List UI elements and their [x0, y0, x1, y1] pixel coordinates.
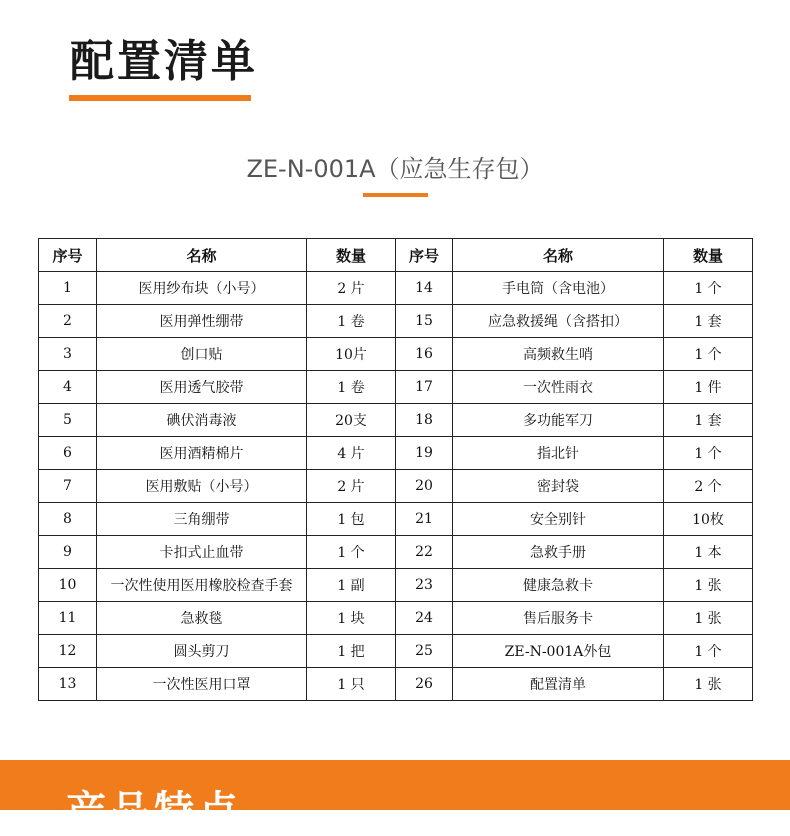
table-row	[39, 404, 753, 437]
cell-quantity: 1 张	[664, 602, 753, 635]
cell-quantity: 1 本	[664, 536, 753, 569]
table-row	[39, 338, 753, 371]
table-row	[39, 470, 753, 503]
cell-index: 8	[39, 503, 97, 536]
header-quantity: 数量	[307, 239, 396, 272]
cell-quantity: 1 张	[664, 668, 753, 701]
cell-index: 9	[39, 536, 97, 569]
cell-quantity: 1 套	[664, 404, 753, 437]
cell-quantity: 1 把	[307, 635, 396, 668]
cell-index: 14	[396, 272, 453, 305]
cell-index: 1	[39, 272, 97, 305]
cell-index: 19	[396, 437, 453, 470]
cell-index: 22	[396, 536, 453, 569]
cell-index: 18	[396, 404, 453, 437]
cell-name: 医用敷贴（小号）	[97, 470, 307, 503]
table-row	[39, 668, 753, 701]
cell-name: 多功能军刀	[453, 404, 664, 437]
cell-index: 25	[396, 635, 453, 668]
cell-name: 圆头剪刀	[97, 635, 307, 668]
cell-name: 医用纱布块（小号）	[97, 272, 307, 305]
cell-quantity: 1 个	[664, 437, 753, 470]
cell-name: 医用弹性绷带	[97, 305, 307, 338]
cell-name: 一次性使用医用橡胶检查手套	[97, 569, 307, 602]
cell-name: 手电筒（含电池）	[453, 272, 664, 305]
cell-quantity: 10枚	[664, 503, 753, 536]
cell-quantity: 1 套	[664, 305, 753, 338]
cell-name: 一次性医用口罩	[97, 668, 307, 701]
table-body	[39, 272, 753, 701]
table-row	[39, 437, 753, 470]
table-row	[39, 635, 753, 668]
product-subtitle: ZE-N-001A（应急生存包）	[246, 155, 544, 183]
title-underline	[69, 95, 251, 101]
header-index: 序号	[39, 239, 97, 272]
cell-quantity: 1 副	[307, 569, 396, 602]
cell-name: 一次性雨衣	[453, 371, 664, 404]
cell-quantity: 10片	[307, 338, 396, 371]
cell-name: 医用透气胶带	[97, 371, 307, 404]
features-title: 产品特点	[66, 788, 242, 834]
cell-index: 21	[396, 503, 453, 536]
table-row	[39, 272, 753, 305]
table-row	[39, 536, 753, 569]
cell-index: 17	[396, 371, 453, 404]
cell-quantity: 4 片	[307, 437, 396, 470]
cell-index: 16	[396, 338, 453, 371]
cell-name: 指北针	[453, 437, 664, 470]
table-row	[39, 305, 753, 338]
cell-name: 卡扣式止血带	[97, 536, 307, 569]
cell-quantity: 1 个	[664, 635, 753, 668]
cell-index: 12	[39, 635, 97, 668]
cell-name: 密封袋	[453, 470, 664, 503]
cell-quantity: 20支	[307, 404, 396, 437]
cell-index: 26	[396, 668, 453, 701]
cell-quantity: 1 个	[307, 536, 396, 569]
table-row	[39, 371, 753, 404]
cell-quantity: 2 片	[307, 272, 396, 305]
cell-name: 碘伏消毒液	[97, 404, 307, 437]
cell-index: 4	[39, 371, 97, 404]
header-index: 序号	[396, 239, 453, 272]
header-name: 名称	[97, 239, 307, 272]
cell-quantity: 2 个	[664, 470, 753, 503]
table-row	[39, 602, 753, 635]
cell-quantity: 1 卷	[307, 371, 396, 404]
cell-quantity: 1 张	[664, 569, 753, 602]
table-row	[39, 569, 753, 602]
cell-name: 三角绷带	[97, 503, 307, 536]
cell-index: 23	[396, 569, 453, 602]
header-name: 名称	[453, 239, 664, 272]
cell-index: 20	[396, 470, 453, 503]
cell-index: 6	[39, 437, 97, 470]
config-table	[38, 238, 753, 701]
cell-name: 配置清单	[453, 668, 664, 701]
cell-index: 3	[39, 338, 97, 371]
features-section-header	[0, 760, 790, 834]
cell-index: 5	[39, 404, 97, 437]
table-row	[39, 503, 753, 536]
cell-index: 15	[396, 305, 453, 338]
cell-quantity: 1 卷	[307, 305, 396, 338]
cell-quantity: 1 块	[307, 602, 396, 635]
cell-name: 急救手册	[453, 536, 664, 569]
cell-index: 24	[396, 602, 453, 635]
cell-index: 7	[39, 470, 97, 503]
cell-quantity: 1 个	[664, 338, 753, 371]
cell-quantity: 1 件	[664, 371, 753, 404]
page-title: 配置清单	[70, 36, 258, 87]
cell-name: 健康急救卡	[453, 569, 664, 602]
cell-name: 售后服务卡	[453, 602, 664, 635]
cell-index: 11	[39, 602, 97, 635]
config-table-wrapper	[38, 238, 752, 701]
cell-name: 高频救生哨	[453, 338, 664, 371]
cell-quantity: 2 片	[307, 470, 396, 503]
cell-index: 10	[39, 569, 97, 602]
cell-name: 安全别针	[453, 503, 664, 536]
header-quantity: 数量	[664, 239, 753, 272]
cell-quantity: 1 个	[664, 272, 753, 305]
subtitle-underline	[363, 193, 428, 197]
cell-quantity: 1 只	[307, 668, 396, 701]
cell-name: 应急救援绳（含搭扣）	[453, 305, 664, 338]
cell-name: 医用酒精棉片	[97, 437, 307, 470]
cell-index: 2	[39, 305, 97, 338]
cell-name: ZE-N-001A外包	[453, 635, 664, 668]
cell-quantity: 1 包	[307, 503, 396, 536]
table-header-row	[39, 239, 753, 272]
cell-index: 13	[39, 668, 97, 701]
cell-name: 创口贴	[97, 338, 307, 371]
cell-name: 急救毯	[97, 602, 307, 635]
